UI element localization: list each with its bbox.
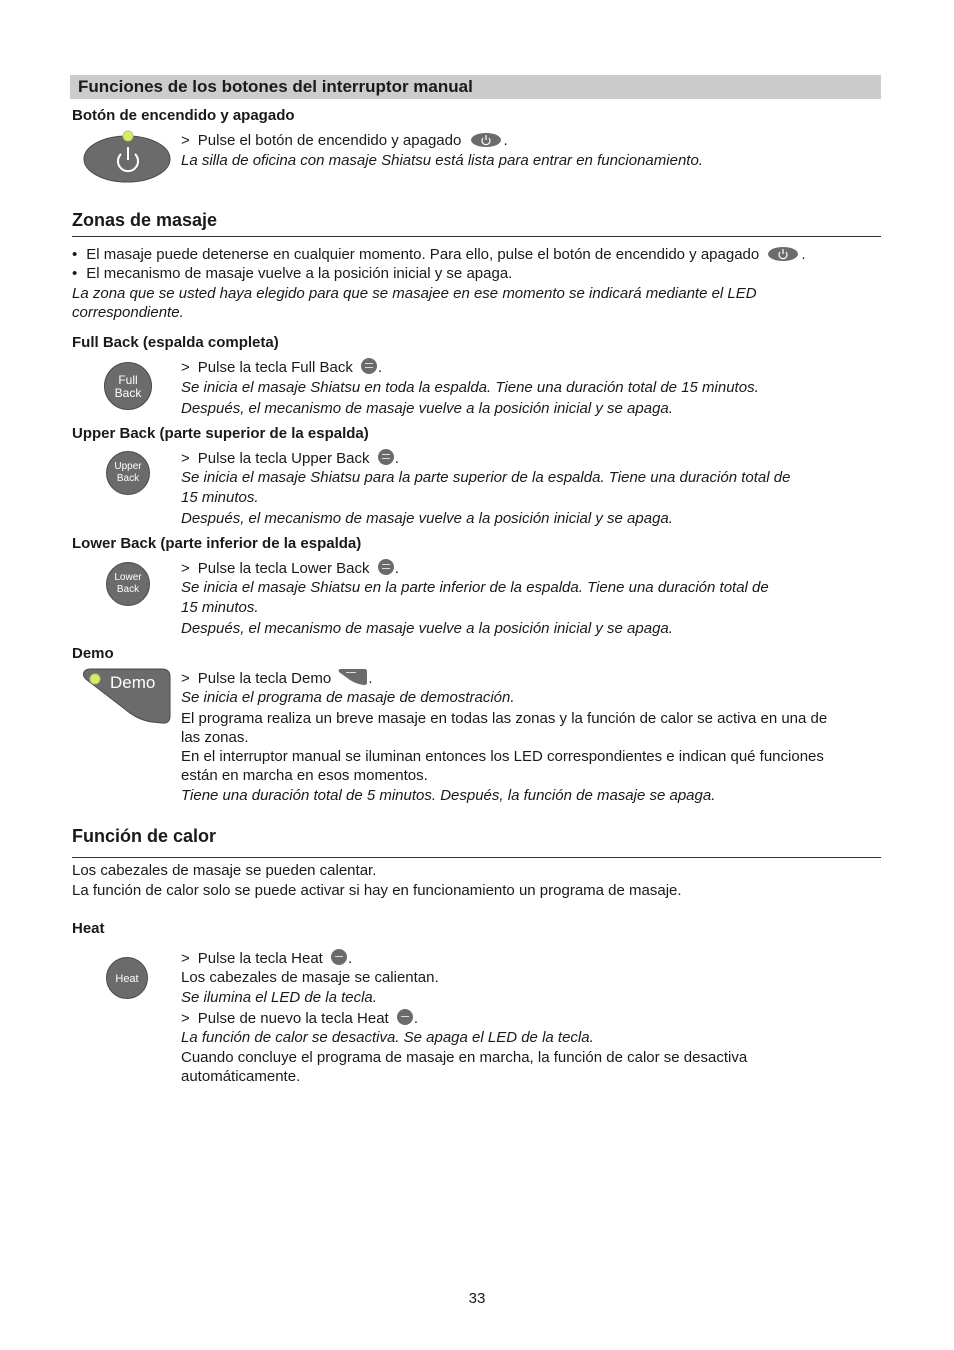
zones-heading: Zonas de masaje xyxy=(72,210,218,230)
heat-result-1: Los cabezales de masaje se calientan. xyxy=(181,969,439,986)
zones-bullet-1: El masaje puede detenerse en cualquier momento. Para ello, pulse el botón de encendido y apagado xyxy=(86,246,760,263)
full-back-step: Pulse la tecla Full Back xyxy=(197,359,353,376)
lower-back-small-icon xyxy=(377,558,395,576)
zones-bullet-2: El mecanismo de masaje vuelve a la posición inicial y se apaga. xyxy=(86,265,513,282)
power-heading: Botón de encendido y apagado xyxy=(72,107,295,124)
power-icon xyxy=(767,246,801,262)
full-back-result: Se inicia el masaje Shiatsu en toda la espalda. Tiene una duración total de 15 minutos. xyxy=(181,379,759,396)
full-back-key-icon: Full Back xyxy=(104,362,152,410)
heat-auto-off: Cuando concluye el programa de masaje en marcha, la función de calor se desactiva xyxy=(181,1049,748,1066)
period: . xyxy=(378,359,383,376)
period: . xyxy=(503,132,508,149)
step-marker: > xyxy=(181,450,190,467)
power-step-1: Pulse el botón de encendido y apagado xyxy=(197,132,462,149)
demo-desc-2-cont: están en marcha en esos momentos. xyxy=(181,767,428,784)
upper-back-small-icon xyxy=(377,448,395,466)
step-marker: > xyxy=(181,359,190,376)
demo-key-icon: Demo xyxy=(82,668,172,726)
lower-back-key-icon: Lower Back xyxy=(106,562,150,606)
heat-small-icon xyxy=(330,948,348,966)
step-marker: > xyxy=(181,670,190,687)
power-result: La silla de oficina con masaje Shiatsu está lista para entrar en funcionamiento. xyxy=(181,152,703,169)
lower-back-heading: Lower Back (parte inferior de la espalda) xyxy=(72,535,362,552)
section-title: Funciones de los botones del interruptor manual xyxy=(70,75,881,99)
power-button-icon xyxy=(82,130,174,186)
period: . xyxy=(348,950,353,967)
heat-result-2: La función de calor se desactiva. Se apaga el LED de la tecla. xyxy=(181,1029,594,1046)
demo-desc-1-cont: las zonas. xyxy=(181,729,249,746)
zones-note-2: correspondiente. xyxy=(72,304,184,321)
upper-back-step: Pulse la tecla Upper Back xyxy=(197,450,370,467)
demo-duration: Tiene una duración total de 5 minutos. Después, la función de masaje se apaga. xyxy=(181,787,716,804)
page-number: 33 xyxy=(468,1290,486,1307)
heat-intro-2: La función de calor solo se puede activar si hay en funcionamiento un programa de masaje. xyxy=(72,882,682,899)
full-back-small-icon xyxy=(360,357,378,375)
power-icon xyxy=(470,132,504,148)
step-marker: > xyxy=(181,560,190,577)
lower-back-step: Pulse la tecla Lower Back xyxy=(197,560,370,577)
upper-back-result-cont: 15 minutos. xyxy=(181,489,259,506)
bullet: • xyxy=(72,246,78,263)
heat-section-heading: Función de calor xyxy=(72,826,217,846)
heat-step-1: Pulse la tecla Heat xyxy=(197,950,323,967)
period: . xyxy=(368,670,373,687)
heat-step-2: Pulse de nuevo la tecla Heat xyxy=(197,1010,389,1027)
step-marker: > xyxy=(181,132,190,149)
period: . xyxy=(413,1010,419,1027)
bullet: • xyxy=(72,265,78,282)
demo-result: Se inicia el programa de masaje de demostración. xyxy=(181,689,515,706)
lower-back-result-cont: 15 minutos. xyxy=(181,599,259,616)
heat-led-on: Se ilumina el LED de la tecla. xyxy=(181,989,377,1006)
lower-back-result: Se inicia el masaje Shiatsu en la parte inferior de la espalda. Tiene una duración total de xyxy=(181,579,769,596)
lower-back-after: Después, el mecanismo de masaje vuelve a la posición inicial y se apaga. xyxy=(181,620,673,637)
full-back-after: Después, el mecanismo de masaje vuelve a la posición inicial y se apaga. xyxy=(181,400,673,417)
demo-desc-2: En el interruptor manual se iluminan entonces los LED correspondientes e indican qué funciones xyxy=(181,748,824,765)
demo-step: Pulse la tecla Demo xyxy=(197,670,332,687)
full-back-heading: Full Back (espalda completa) xyxy=(72,334,279,351)
heat-key-icon: Heat xyxy=(106,957,148,999)
upper-back-heading: Upper Back (parte superior de la espalda) xyxy=(72,425,369,442)
step-marker: > xyxy=(181,950,190,967)
heat-auto-off-cont: automáticamente. xyxy=(181,1068,301,1085)
step-marker: > xyxy=(181,1010,190,1027)
zones-note-1: La zona que se usted haya elegido para que se masajee en ese momento se indicará mediante el LED xyxy=(72,285,757,302)
heat-heading: Heat xyxy=(72,920,105,937)
heat-small-icon xyxy=(396,1008,414,1026)
divider xyxy=(72,236,881,237)
period: . xyxy=(394,560,399,577)
demo-small-icon xyxy=(338,668,368,686)
upper-back-key-icon: Upper Back xyxy=(106,451,150,495)
divider xyxy=(72,857,881,858)
period: . xyxy=(394,450,399,467)
upper-back-result: Se inicia el masaje Shiatsu para la parte superior de la espalda. Tiene una duración total de xyxy=(181,469,791,486)
demo-desc-1: El programa realiza un breve masaje en todas las zonas y la función de calor se activa en una de xyxy=(181,710,828,727)
upper-back-after: Después, el mecanismo de masaje vuelve a la posición inicial y se apaga. xyxy=(181,510,673,527)
period: . xyxy=(801,246,806,263)
demo-heading: Demo xyxy=(72,645,114,662)
heat-intro-1: Los cabezales de masaje se pueden calentar. xyxy=(72,862,377,879)
